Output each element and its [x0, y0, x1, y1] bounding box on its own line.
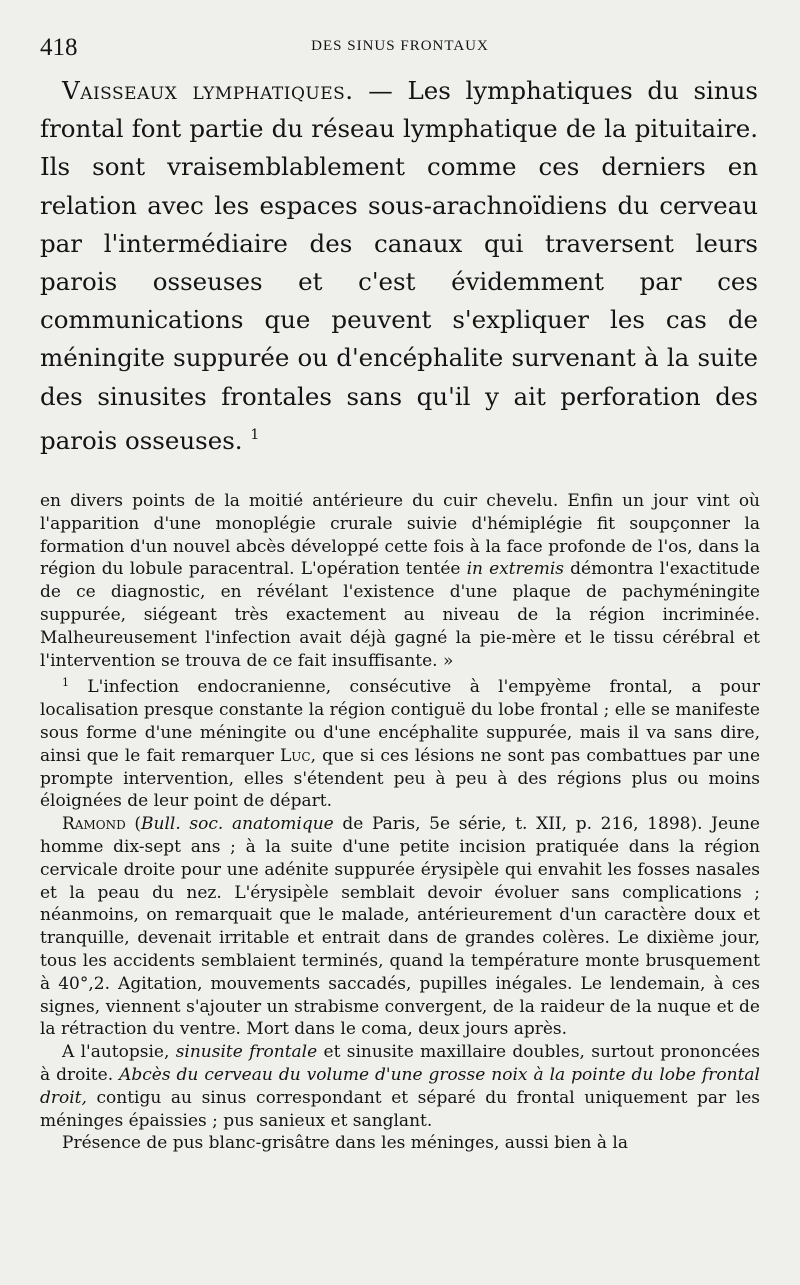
footnote-paragraph	[40, 672, 760, 813]
footnote-block	[40, 490, 760, 1155]
continuation-paragraph	[40, 490, 760, 672]
footnote-text-1: L'infection endocranienne, consécutive à l'empyème frontal, a pour localisation presque constante la région contiguë du lobe frontal ; elle se manifeste sous forme d'une méningite ou d'une encéphalite suppurée, mais il va sans dire, ainsi que le fait remarquer	[40, 677, 760, 766]
continuation-italic: in extremis	[466, 559, 565, 580]
running-head: DES SINUS FRONTAUX	[311, 38, 489, 54]
page-header	[40, 34, 760, 60]
section-heading: Vaisseaux lymphatiques.	[62, 76, 354, 105]
case-author: Ramond	[62, 814, 126, 835]
footnote-marker: 1	[62, 676, 69, 690]
autopsy-italic-1: sinusite frontale	[175, 1042, 318, 1063]
case-paragraph	[40, 813, 760, 1041]
continuation-text-1: en divers points de la moitié antérieure du cuir chevelu. Enfin un jour vint où l'apparition d'une monoplégie crurale suivie d'hémiplégie fit soupçonner la formation d'un nouvel abcès développé cette fois à la face profonde de l'os, dans la région du lobule paracentral. L'opération tentée	[40, 491, 760, 580]
case-ref-open: (	[125, 814, 142, 835]
autopsy-paragraph	[40, 1041, 760, 1132]
case-journal: Bull. soc. anatomique	[141, 814, 334, 835]
autopsy-text-1: A l'autopsie,	[62, 1042, 176, 1063]
main-text	[40, 72, 758, 460]
autopsy-text-3: contigu au sinus correspondant et séparé du frontal uniquement par les méninges épaissies ; pus sanieux et sanglant.	[40, 1087, 760, 1131]
footnote-text-2: , que si ces lésions ne sont pas combattues par une prompte intervention, elles s'étendent peu à peu à des régions plus ou moins éloignées de leur point de départ.	[40, 745, 760, 812]
continuation-text-2: démontra l'exactitude de ce diagnostic, en révélant l'existence d'une plaque de pachyméningite suppurée, siégeant très exactement au niveau de la région incriminée. Malheureusement l'infection avait déjà gagné la pie-mère et le tissu cérébral et l'intervention se trouva de ce fait insuffisante. »	[40, 559, 760, 671]
autopsy-italic-2: Abcès du cerveau du volume d'une grosse noix à la pointe du lobe frontal droit,	[40, 1064, 760, 1108]
lymphatics-body: Les lymphatiques du sinus frontal font partie du réseau lymphatique de la pituitaire. Ils sont vraisemblablement comme ces derniers en relation avec les espaces sous-arachnoïdiens du cerveau par l'intermédiaire des canaux qui traversent leurs parois osseuses et c'est évidemment par ces communications que peuvent s'expliquer les cas de méningite suppurée ou d'encéphalite survenant à la suite des sinusites frontales sans qu'il y ait perforation des parois osseuses.	[40, 76, 759, 455]
autopsy-text-2: et sinusite maxillaire doubles, surtout prononcées à droite.	[40, 1042, 760, 1085]
footnote-author: Luc	[279, 745, 311, 766]
case-text: de Paris, 5e série, t. XII, p. 216, 1898). Jeune homme dix-sept ans ; à la suite d'une petite incision pratiquée dans la région cervicale droite pour une adénite suppurée érysipèle qui envahit les fosses nasales et la peau du nez. L'érysipèle semblait devoir évoluer sans complications ; néanmoins, on remarquait que le malade, antérieurement d'un caractère doux et tranquille, devenait irritable et entrait dans de grandes colères. Le dixième jour, tous les accidents semblaient terminés, quand la température monte brusquement à 40°,2. Agitation, mouvements saccadés, pupilles inégales. Le lendemain, à ces signes, viennent s'ajouter un strabisme convergent, de la raideur de la nuque et de la rétraction du ventre. Mort dans le coma, deux jours après.	[40, 814, 760, 1040]
footnote-reference: 1	[250, 426, 260, 443]
last-line: Présence de pus blanc-grisâtre dans les méninges, aussi bien à la	[62, 1133, 628, 1154]
page-number: 418	[40, 34, 78, 61]
heading-dash: —	[353, 76, 408, 105]
lymphatics-paragraph	[40, 72, 758, 460]
